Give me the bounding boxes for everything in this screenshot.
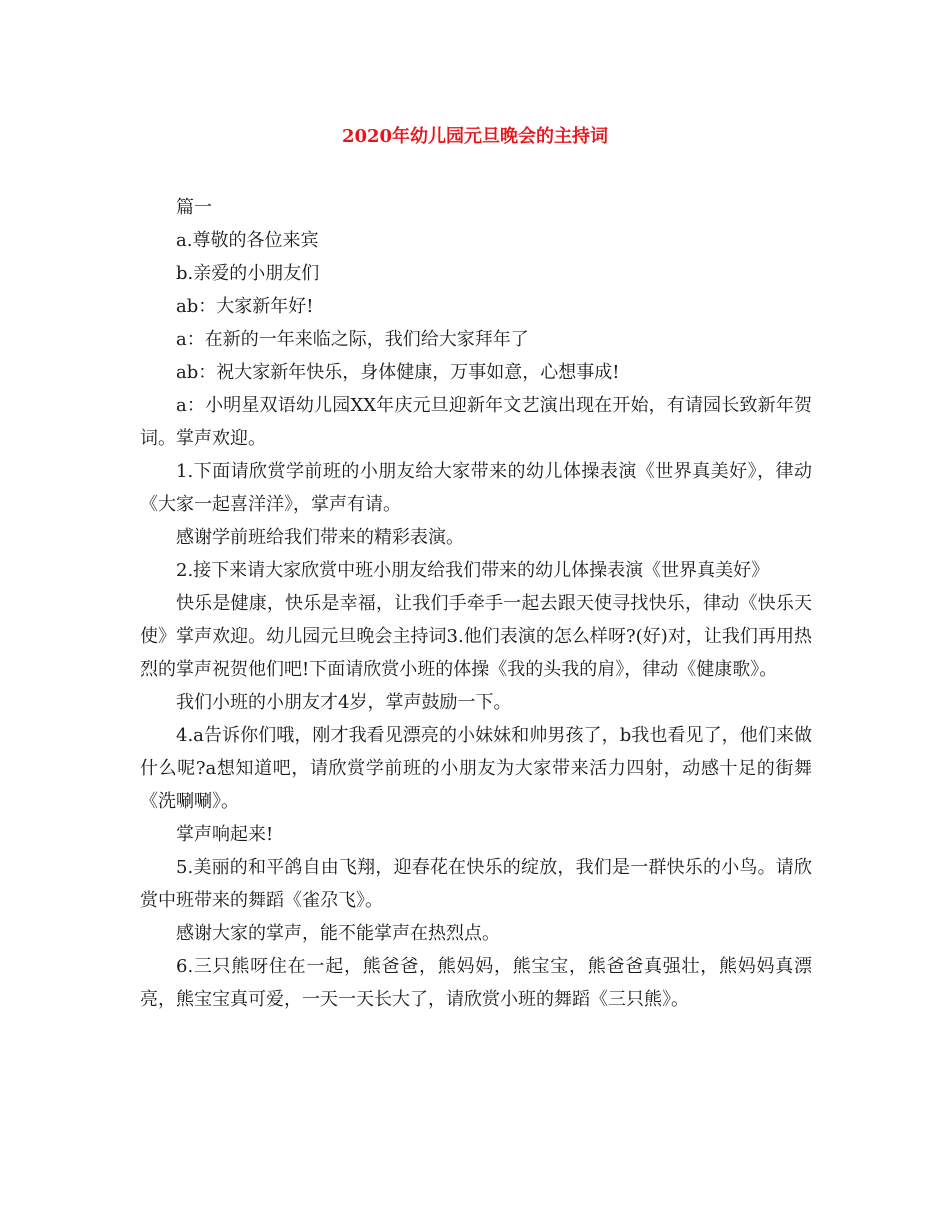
paragraph-thanks-2: 感谢大家的掌声，能不能掌声在热烈点。 bbox=[176, 923, 500, 944]
paragraph-section-heading: 篇一 bbox=[176, 197, 212, 218]
paragraph-opening: a：小明星双语幼儿园XX年庆元旦迎新年文艺演出现在开始，有请园长致新年贺词。掌声欢迎。 bbox=[140, 395, 812, 449]
paragraph-greeting-ab: ab：大家新年好! bbox=[176, 296, 314, 317]
paragraph-program-1: 1.下面请欣赏学前班的小朋友给大家带来的幼儿体操表演《世界真美好》，律动《大家一起喜洋洋》，掌声有请。 bbox=[140, 461, 812, 515]
paragraph-program-5: 5.美丽的和平鸽自由飞翔，迎春花在快乐的绽放，我们是一群快乐的小鸟。请欣赏中班带来的舞蹈《雀尕飞》。 bbox=[140, 857, 812, 911]
paragraph-program-3: 快乐是健康，快乐是幸福，让我们手牵手一起去跟天使寻找快乐，律动《快乐天使》掌声欢迎。幼儿园元旦晚会主持词3.他们表演的怎么样呀?(好)对，让我们再用热烈的掌声祝贺他们吧!下面请欣赏小班的体操《我的头我的肩》，律动《健康歌》。 bbox=[140, 593, 812, 680]
document-body bbox=[140, 191, 812, 1016]
paragraph-program-2: 2.接下来请大家欣赏中班小朋友给我们带来的幼儿体操表演《世界真美好》 bbox=[176, 560, 770, 581]
paragraph-new-year: a：在新的一年来临之际，我们给大家拜年了 bbox=[176, 329, 529, 350]
paragraph-greeting-a: a.尊敬的各位来宾 bbox=[176, 230, 319, 251]
paragraph-greeting-b: b.亲爱的小朋友们 bbox=[176, 263, 320, 284]
paragraph-encourage: 我们小班的小朋友才4岁，掌声鼓励一下。 bbox=[176, 692, 512, 713]
document-title: 2020年幼儿园元旦晚会的主持词 bbox=[341, 126, 609, 147]
paragraph-thanks-1: 感谢学前班给我们带来的精彩表演。 bbox=[176, 527, 464, 548]
paragraph-program-4: 4.a告诉你们哦，刚才我看见漂亮的小妹妹和帅男孩了，b我也看见了，他们来做什么呢?a想知道吧，请欣赏学前班的小朋友为大家带来活力四射，动感十足的街舞《洗唰唰》。 bbox=[140, 725, 812, 812]
paragraph-program-6: 6.三只熊呀住在一起，熊爸爸，熊妈妈，熊宝宝，熊爸爸真强壮，熊妈妈真漂亮，熊宝宝真可爱，一天一天长大了，请欣赏小班的舞蹈《三只熊》。 bbox=[140, 956, 812, 1010]
paragraph-applause: 掌声响起来! bbox=[176, 824, 274, 845]
paragraph-wishes: ab：祝大家新年快乐，身体健康，万事如意，心想事成! bbox=[176, 362, 620, 383]
